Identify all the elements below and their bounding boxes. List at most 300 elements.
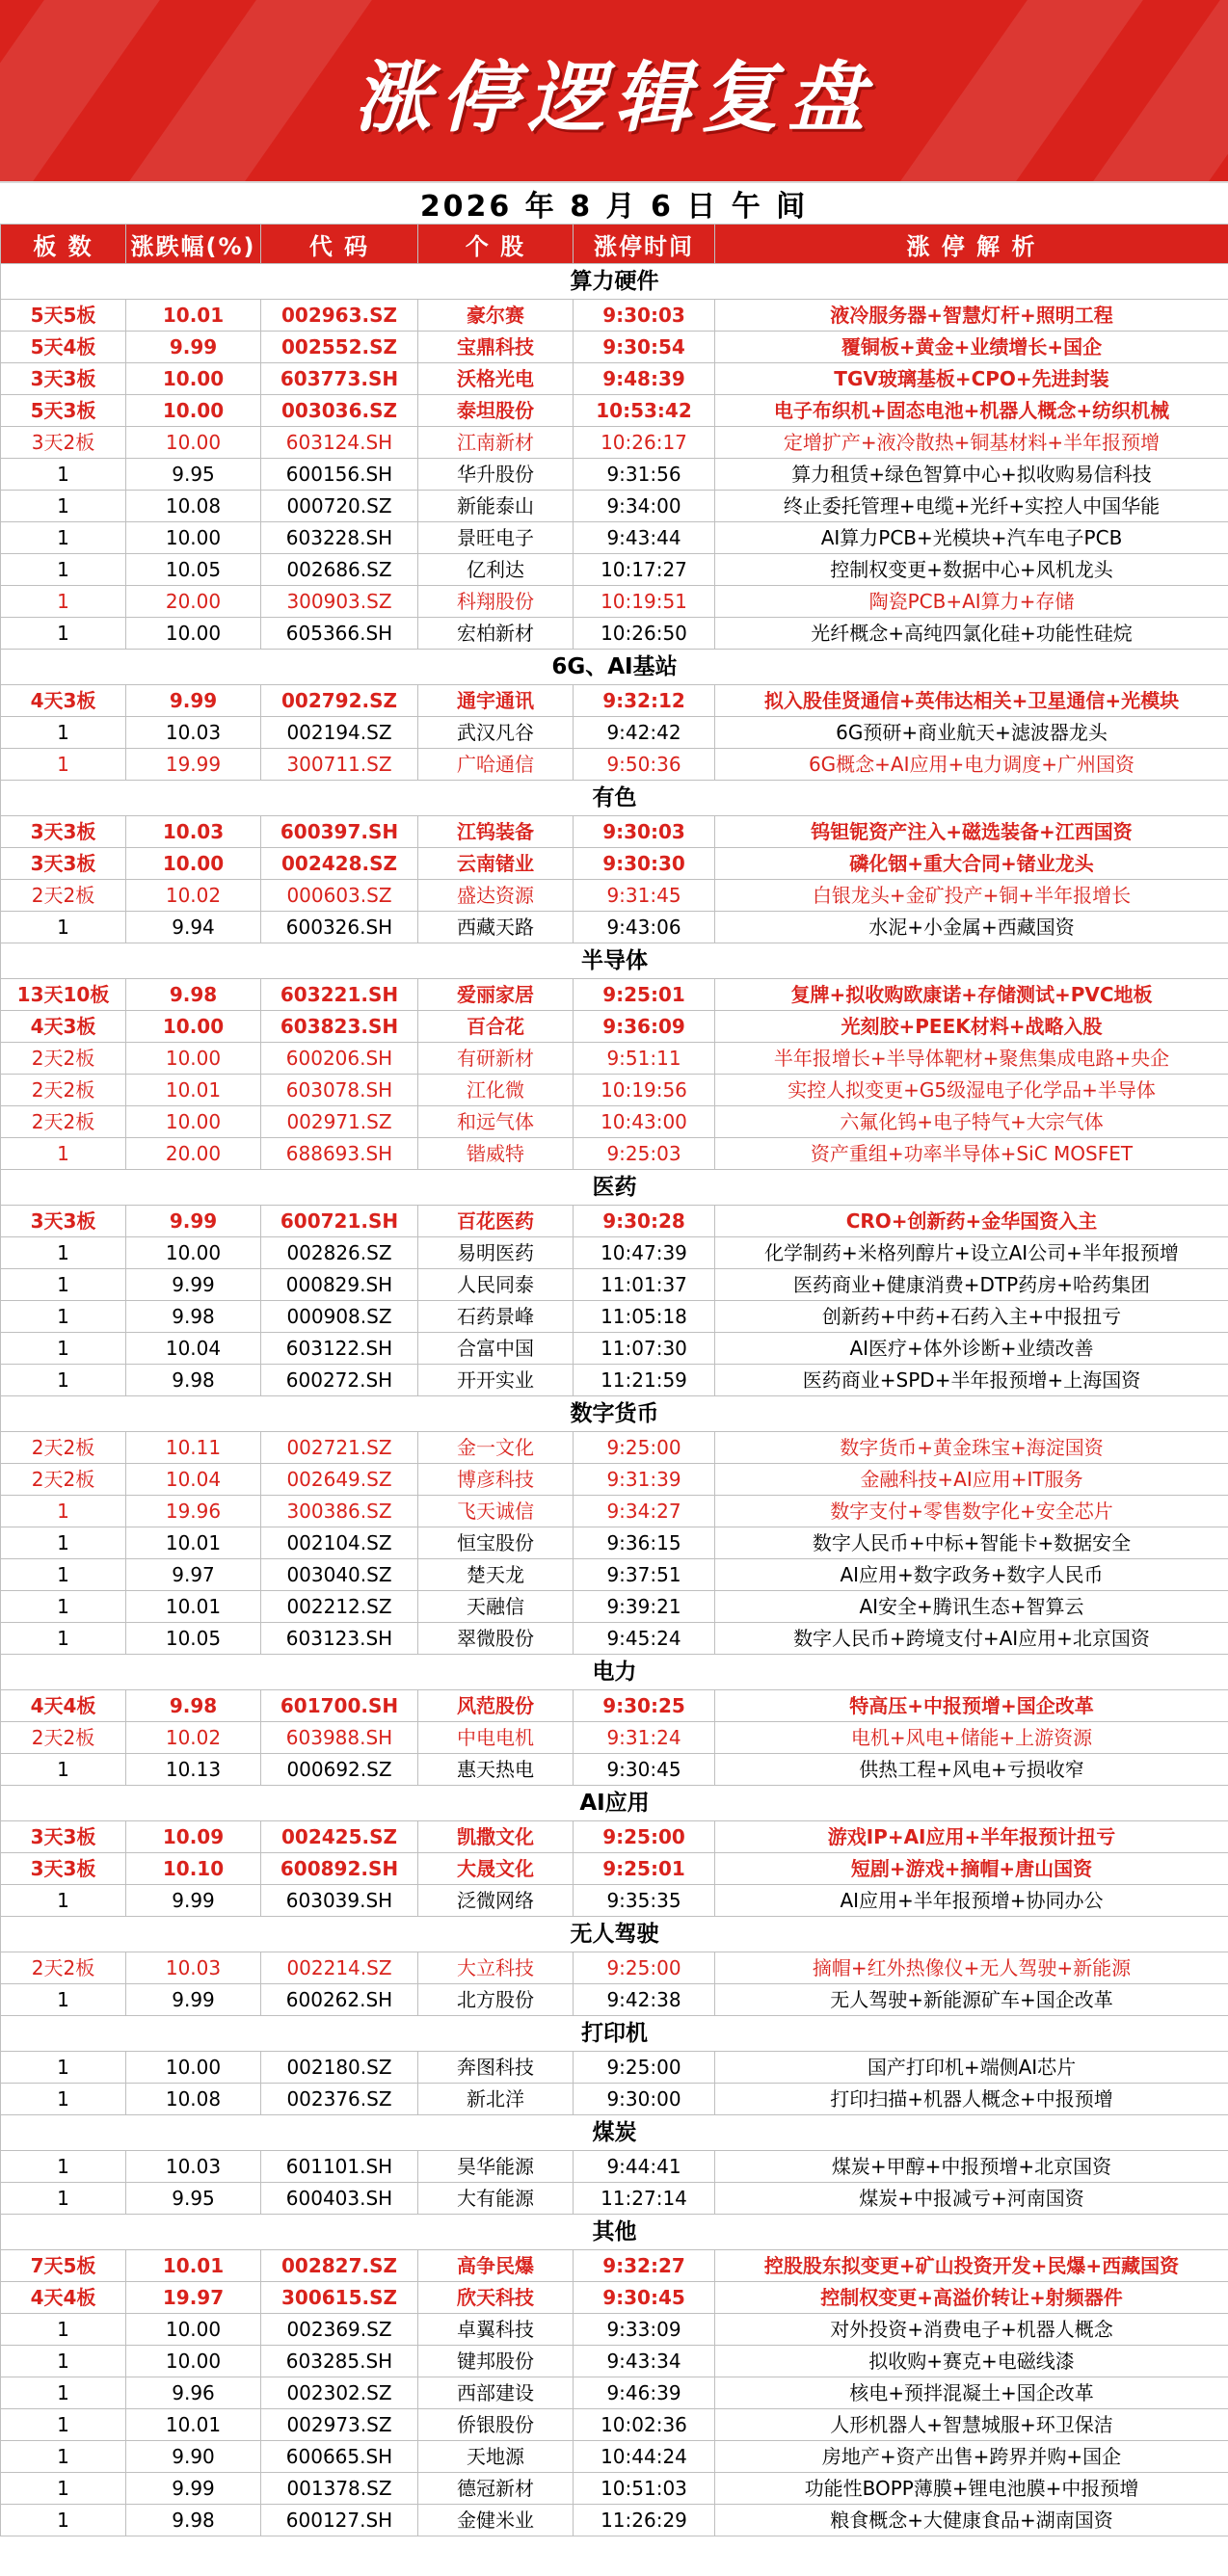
change-pct-cell: 10.00: [126, 1043, 261, 1075]
stock-name-cell: 易明医药: [418, 1237, 574, 1269]
analysis-cell: 6G概念+AI应用+电力调度+广州国资: [715, 749, 1228, 781]
change-pct-cell: 10.04: [126, 1464, 261, 1496]
stock-code-cell: 002212.SZ: [261, 1591, 418, 1623]
board-count-cell: 1: [1, 1269, 126, 1301]
analysis-cell: 数字人民币+跨境支付+AI应用+北京国资: [715, 1623, 1228, 1655]
stock-name-cell: 百花医药: [418, 1206, 574, 1237]
table-row: [1, 491, 1228, 522]
board-count-cell: 1: [1, 2052, 126, 2084]
analysis-cell: 人形机器人+智慧城服+环卫保洁: [715, 2409, 1228, 2441]
stock-name-cell: 人民同泰: [418, 1269, 574, 1301]
stock-name-cell: 武汉凡谷: [418, 717, 574, 749]
stock-name-cell: 欣天科技: [418, 2282, 574, 2314]
analysis-cell: 定增扩产+液冷散热+铜基材料+半年报预增: [715, 427, 1228, 459]
stock-code-cell: 600721.SH: [261, 1206, 418, 1237]
analysis-cell: 液冷服务器+智慧灯杆+照明工程: [715, 300, 1228, 332]
stock-code-cell: 600262.SH: [261, 1984, 418, 2016]
table-row: [1, 1206, 1228, 1237]
change-pct-cell: 10.01: [126, 2250, 261, 2282]
stock-code-cell: 000829.SH: [261, 1269, 418, 1301]
board-count-cell: 1: [1, 912, 126, 943]
limit-up-time-cell: 10:19:51: [574, 586, 715, 618]
table-row: [1, 1623, 1228, 1655]
limit-up-time-cell: 9:25:00: [574, 1952, 715, 1984]
stock-code-cell: 002180.SZ: [261, 2052, 418, 2084]
stock-code-cell: 002721.SZ: [261, 1432, 418, 1464]
change-pct-cell: 10.01: [126, 2409, 261, 2441]
table-row: [1, 1464, 1228, 1496]
analysis-cell: 6G预研+商业航天+滤波器龙头: [715, 717, 1228, 749]
board-count-cell: 2天2板: [1, 1075, 126, 1106]
limit-up-time-cell: 10:17:27: [574, 554, 715, 586]
table-row: [1, 2409, 1228, 2441]
stock-code-cell: 000908.SZ: [261, 1301, 418, 1333]
board-count-cell: 1: [1, 554, 126, 586]
stock-name-cell: 金一文化: [418, 1432, 574, 1464]
limit-up-time-cell: 9:37:51: [574, 1559, 715, 1591]
analysis-cell: 化学制药+米格列醇片+设立AI公司+半年报预增: [715, 1237, 1228, 1269]
stock-code-cell: 600326.SH: [261, 912, 418, 943]
stock-name-cell: 有研新材: [418, 1043, 574, 1075]
limit-up-time-cell: 9:30:28: [574, 1206, 715, 1237]
stock-code-cell: 600272.SH: [261, 1365, 418, 1396]
analysis-cell: AI应用+半年报预增+协同办公: [715, 1885, 1228, 1917]
section-row: [1, 1917, 1228, 1952]
change-pct-cell: 10.05: [126, 1623, 261, 1655]
limit-up-time-cell: 9:31:56: [574, 459, 715, 491]
board-count-cell: 1: [1, 1623, 126, 1655]
section-row: [1, 1396, 1228, 1432]
analysis-cell: 光纤概念+高纯四氯化硅+功能性硅烷: [715, 618, 1228, 650]
column-header-change: 涨跌幅(%): [126, 225, 261, 264]
board-count-cell: 1: [1, 491, 126, 522]
stock-name-cell: 凯撒文化: [418, 1821, 574, 1853]
analysis-cell: 控股股东拟变更+矿山投资开发+民爆+西藏国资: [715, 2250, 1228, 2282]
section-title: 无人驾驶: [1, 1917, 1228, 1952]
analysis-cell: CRO+创新药+金华国资入主: [715, 1206, 1228, 1237]
analysis-cell: 资产重组+功率半导体+SiC MOSFET: [715, 1138, 1228, 1170]
board-count-cell: 1: [1, 1754, 126, 1786]
stock-name-cell: 开开实业: [418, 1365, 574, 1396]
board-count-cell: 2天2板: [1, 1043, 126, 1075]
analysis-cell: 医药商业+SPD+半年报预增+上海国资: [715, 1365, 1228, 1396]
change-pct-cell: 10.01: [126, 1527, 261, 1559]
section-row: [1, 1655, 1228, 1690]
change-pct-cell: 10.00: [126, 363, 261, 395]
stock-code-cell: 000720.SZ: [261, 491, 418, 522]
change-pct-cell: 10.00: [126, 427, 261, 459]
table-row: [1, 1269, 1228, 1301]
analysis-cell: 对外投资+消费电子+机器人概念: [715, 2314, 1228, 2346]
board-count-cell: 2天2板: [1, 880, 126, 912]
analysis-cell: 供热工程+风电+亏损收窄: [715, 1754, 1228, 1786]
change-pct-cell: 9.99: [126, 1269, 261, 1301]
stock-code-cell: 002552.SZ: [261, 332, 418, 363]
section-row: [1, 943, 1228, 979]
stock-name-cell: 合富中国: [418, 1333, 574, 1365]
limit-up-time-cell: 11:07:30: [574, 1333, 715, 1365]
board-count-cell: 3天3板: [1, 1853, 126, 1885]
board-count-cell: 1: [1, 1984, 126, 2016]
table-row: [1, 2505, 1228, 2536]
analysis-cell: 拟收购+赛克+电磁线漆: [715, 2346, 1228, 2377]
stock-name-cell: 奔图科技: [418, 2052, 574, 2084]
limit-up-time-cell: 9:32:27: [574, 2250, 715, 2282]
table-row: [1, 1365, 1228, 1396]
analysis-cell: 国产打印机+端侧AI芯片: [715, 2052, 1228, 2084]
change-pct-cell: 10.00: [126, 1011, 261, 1043]
change-pct-cell: 10.08: [126, 491, 261, 522]
stock-code-cell: 603823.SH: [261, 1011, 418, 1043]
stock-name-cell: 卓翼科技: [418, 2314, 574, 2346]
board-count-cell: 1: [1, 2151, 126, 2183]
stock-name-cell: 金健米业: [418, 2505, 574, 2536]
change-pct-cell: 9.98: [126, 1365, 261, 1396]
section-title: 算力硬件: [1, 264, 1228, 300]
board-count-cell: 1: [1, 522, 126, 554]
change-pct-cell: 9.90: [126, 2441, 261, 2473]
limit-up-time-cell: 9:48:39: [574, 363, 715, 395]
table-row: [1, 2441, 1228, 2473]
limit-up-table: [0, 224, 1228, 2536]
stock-code-cell: 600403.SH: [261, 2183, 418, 2215]
analysis-cell: 控制权变更+数据中心+风机龙头: [715, 554, 1228, 586]
stock-name-cell: 沃格光电: [418, 363, 574, 395]
limit-up-time-cell: 9:36:15: [574, 1527, 715, 1559]
table-row: [1, 1885, 1228, 1917]
stock-code-cell: 000692.SZ: [261, 1754, 418, 1786]
change-pct-cell: 9.99: [126, 1984, 261, 2016]
analysis-cell: AI算力PCB+光模块+汽车电子PCB: [715, 522, 1228, 554]
section-title: 医药: [1, 1170, 1228, 1206]
table-row: [1, 1527, 1228, 1559]
stock-name-cell: 爱丽家居: [418, 979, 574, 1011]
board-count-cell: 1: [1, 586, 126, 618]
analysis-cell: 实控人拟变更+G5级湿电子化学品+半导体: [715, 1075, 1228, 1106]
table-row: [1, 395, 1228, 427]
change-pct-cell: 10.10: [126, 1853, 261, 1885]
table-row: [1, 1984, 1228, 2016]
stock-name-cell: 百合花: [418, 1011, 574, 1043]
board-count-cell: 4天4板: [1, 1690, 126, 1722]
board-count-cell: 1: [1, 1496, 126, 1527]
stock-code-cell: 003040.SZ: [261, 1559, 418, 1591]
stock-code-cell: 300386.SZ: [261, 1496, 418, 1527]
table-row: [1, 1690, 1228, 1722]
board-count-cell: 1: [1, 1591, 126, 1623]
table-row: [1, 1106, 1228, 1138]
limit-up-time-cell: 9:33:09: [574, 2314, 715, 2346]
section-title: 电力: [1, 1655, 1228, 1690]
table-row: [1, 848, 1228, 880]
stock-name-cell: 亿利达: [418, 554, 574, 586]
board-count-cell: 2天2板: [1, 1952, 126, 1984]
limit-up-time-cell: 9:32:12: [574, 685, 715, 717]
limit-up-time-cell: 9:31:24: [574, 1722, 715, 1754]
stock-name-cell: 高争民爆: [418, 2250, 574, 2282]
stock-name-cell: 翠微股份: [418, 1623, 574, 1655]
stock-name-cell: 江钨装备: [418, 816, 574, 848]
stock-name-cell: 景旺电子: [418, 522, 574, 554]
stock-code-cell: 002104.SZ: [261, 1527, 418, 1559]
limit-up-time-cell: 9:30:25: [574, 1690, 715, 1722]
analysis-cell: 光刻胶+PEEK材料+战略入股: [715, 1011, 1228, 1043]
table-row: [1, 749, 1228, 781]
stock-name-cell: 泛微网络: [418, 1885, 574, 1917]
analysis-cell: 水泥+小金属+西藏国资: [715, 912, 1228, 943]
stock-code-cell: 300711.SZ: [261, 749, 418, 781]
stock-code-cell: 600397.SH: [261, 816, 418, 848]
analysis-cell: 数字支付+零售数字化+安全芯片: [715, 1496, 1228, 1527]
limit-up-time-cell: 10:43:00: [574, 1106, 715, 1138]
stock-code-cell: 002194.SZ: [261, 717, 418, 749]
limit-up-time-cell: 9:25:03: [574, 1138, 715, 1170]
analysis-cell: 功能性BOPP薄膜+锂电池膜+中报预增: [715, 2473, 1228, 2505]
change-pct-cell: 19.96: [126, 1496, 261, 1527]
stock-code-cell: 601700.SH: [261, 1690, 418, 1722]
change-pct-cell: 10.04: [126, 1333, 261, 1365]
change-pct-cell: 10.03: [126, 717, 261, 749]
board-count-cell: 1: [1, 1301, 126, 1333]
analysis-cell: 复牌+拟收购欧康诺+存储测试+PVC地板: [715, 979, 1228, 1011]
board-count-cell: 4天3板: [1, 685, 126, 717]
change-pct-cell: 9.95: [126, 459, 261, 491]
board-count-cell: 1: [1, 1138, 126, 1170]
board-count-cell: 1: [1, 717, 126, 749]
change-pct-cell: 10.00: [126, 848, 261, 880]
stock-code-cell: 002425.SZ: [261, 1821, 418, 1853]
stock-code-cell: 000603.SZ: [261, 880, 418, 912]
stock-name-cell: 天融信: [418, 1591, 574, 1623]
board-count-cell: 5天5板: [1, 300, 126, 332]
analysis-cell: 创新药+中药+石药入主+中报扭亏: [715, 1301, 1228, 1333]
limit-up-time-cell: 9:30:54: [574, 332, 715, 363]
change-pct-cell: 10.00: [126, 1106, 261, 1138]
analysis-cell: AI医疗+体外诊断+业绩改善: [715, 1333, 1228, 1365]
section-title: 数字货币: [1, 1396, 1228, 1432]
change-pct-cell: 19.97: [126, 2282, 261, 2314]
table-row: [1, 1754, 1228, 1786]
stock-code-cell: 002826.SZ: [261, 1237, 418, 1269]
table-row: [1, 2183, 1228, 2215]
limit-up-time-cell: 9:42:42: [574, 717, 715, 749]
change-pct-cell: 9.98: [126, 1690, 261, 1722]
section-title: AI应用: [1, 1786, 1228, 1821]
board-count-cell: 3天3板: [1, 363, 126, 395]
stock-code-cell: 003036.SZ: [261, 395, 418, 427]
limit-up-time-cell: 9:30:00: [574, 2084, 715, 2115]
table-row: [1, 300, 1228, 332]
column-header-board: 板 数: [1, 225, 126, 264]
column-header-stock: 个 股: [418, 225, 574, 264]
stock-code-cell: 002428.SZ: [261, 848, 418, 880]
table-row: [1, 2346, 1228, 2377]
stock-name-cell: 大晟文化: [418, 1853, 574, 1885]
stock-name-cell: 锴威特: [418, 1138, 574, 1170]
limit-up-time-cell: 11:21:59: [574, 1365, 715, 1396]
change-pct-cell: 10.03: [126, 1952, 261, 1984]
section-title: 半导体: [1, 943, 1228, 979]
stock-name-cell: 江化微: [418, 1075, 574, 1106]
limit-up-time-cell: 9:46:39: [574, 2377, 715, 2409]
table-row: [1, 1043, 1228, 1075]
board-count-cell: 1: [1, 1237, 126, 1269]
table-row: [1, 332, 1228, 363]
report-date: 2026 年 8 月 6 日 午 间: [0, 181, 1228, 224]
table-row: [1, 1559, 1228, 1591]
limit-up-time-cell: 10:02:36: [574, 2409, 715, 2441]
limit-up-time-cell: 9:45:24: [574, 1623, 715, 1655]
limit-up-time-cell: 9:36:09: [574, 1011, 715, 1043]
limit-up-time-cell: 9:25:00: [574, 1821, 715, 1853]
stock-name-cell: 昊华能源: [418, 2151, 574, 2183]
table-row: [1, 1333, 1228, 1365]
table-row: [1, 2250, 1228, 2282]
limit-up-time-cell: 9:51:11: [574, 1043, 715, 1075]
stock-code-cell: 603221.SH: [261, 979, 418, 1011]
stock-code-cell: 605366.SH: [261, 618, 418, 650]
stock-code-cell: 600127.SH: [261, 2505, 418, 2536]
stock-code-cell: 002649.SZ: [261, 1464, 418, 1496]
board-count-cell: 2天2板: [1, 1722, 126, 1754]
stock-code-cell: 002214.SZ: [261, 1952, 418, 1984]
stock-name-cell: 豪尔赛: [418, 300, 574, 332]
table-row: [1, 427, 1228, 459]
limit-up-time-cell: 9:44:41: [574, 2151, 715, 2183]
stock-code-cell: 002973.SZ: [261, 2409, 418, 2441]
stock-code-cell: 603285.SH: [261, 2346, 418, 2377]
stock-code-cell: 002369.SZ: [261, 2314, 418, 2346]
table-row: [1, 2473, 1228, 2505]
table-row: [1, 1591, 1228, 1623]
stock-name-cell: 科翔股份: [418, 586, 574, 618]
change-pct-cell: 9.95: [126, 2183, 261, 2215]
change-pct-cell: 9.96: [126, 2377, 261, 2409]
change-pct-cell: 10.03: [126, 816, 261, 848]
table-row: [1, 1722, 1228, 1754]
change-pct-cell: 20.00: [126, 586, 261, 618]
table-row: [1, 685, 1228, 717]
stock-name-cell: 广哈通信: [418, 749, 574, 781]
board-count-cell: 3天3板: [1, 1821, 126, 1853]
table-row: [1, 1138, 1228, 1170]
board-count-cell: 1: [1, 2314, 126, 2346]
table-row: [1, 1301, 1228, 1333]
stock-code-cell: 603228.SH: [261, 522, 418, 554]
analysis-cell: 钨钽铌资产注入+磁选装备+江西国资: [715, 816, 1228, 848]
change-pct-cell: 10.08: [126, 2084, 261, 2115]
stock-name-cell: 飞天诚信: [418, 1496, 574, 1527]
limit-up-time-cell: 9:25:01: [574, 1853, 715, 1885]
analysis-cell: 半年报增长+半导体靶材+聚焦集成电路+央企: [715, 1043, 1228, 1075]
stock-code-cell: 600665.SH: [261, 2441, 418, 2473]
analysis-cell: 摘帽+红外热像仪+无人驾驶+新能源: [715, 1952, 1228, 1984]
change-pct-cell: 10.00: [126, 395, 261, 427]
change-pct-cell: 9.98: [126, 1301, 261, 1333]
stock-name-cell: 云南锗业: [418, 848, 574, 880]
table-row: [1, 2084, 1228, 2115]
board-count-cell: 1: [1, 459, 126, 491]
limit-up-time-cell: 9:31:45: [574, 880, 715, 912]
stock-name-cell: 石药景峰: [418, 1301, 574, 1333]
analysis-cell: 拟入股佳贤通信+英伟达相关+卫星通信+光模块: [715, 685, 1228, 717]
analysis-cell: 电子布织机+固态电池+机器人概念+纺织机械: [715, 395, 1228, 427]
stock-name-cell: 侨银股份: [418, 2409, 574, 2441]
analysis-cell: 房地产+资产出售+跨界并购+国企: [715, 2441, 1228, 2473]
stock-code-cell: 603124.SH: [261, 427, 418, 459]
analysis-cell: 煤炭+中报减亏+河南国资: [715, 2183, 1228, 2215]
board-count-cell: 2天2板: [1, 1432, 126, 1464]
change-pct-cell: 9.98: [126, 979, 261, 1011]
stock-name-cell: 宏柏新材: [418, 618, 574, 650]
table-row: [1, 880, 1228, 912]
limit-up-time-cell: 9:39:21: [574, 1591, 715, 1623]
stock-code-cell: 603123.SH: [261, 1623, 418, 1655]
section-row: [1, 1786, 1228, 1821]
stock-code-cell: 600206.SH: [261, 1043, 418, 1075]
section-row: [1, 2115, 1228, 2151]
table-row: [1, 1821, 1228, 1853]
board-count-cell: 1: [1, 618, 126, 650]
change-pct-cell: 19.99: [126, 749, 261, 781]
stock-name-cell: 中电电机: [418, 1722, 574, 1754]
change-pct-cell: 9.99: [126, 2473, 261, 2505]
table-row: [1, 2377, 1228, 2409]
stock-name-cell: 楚天龙: [418, 1559, 574, 1591]
board-count-cell: 1: [1, 2473, 126, 2505]
table-row: [1, 979, 1228, 1011]
stock-code-cell: 002792.SZ: [261, 685, 418, 717]
limit-up-time-cell: 9:30:03: [574, 816, 715, 848]
board-count-cell: 1: [1, 2409, 126, 2441]
table-row: [1, 554, 1228, 586]
section-title: 煤炭: [1, 2115, 1228, 2151]
stock-code-cell: 002686.SZ: [261, 554, 418, 586]
section-row: [1, 650, 1228, 685]
change-pct-cell: 10.03: [126, 2151, 261, 2183]
table-row: [1, 1432, 1228, 1464]
analysis-cell: TGV玻璃基板+CPO+先进封装: [715, 363, 1228, 395]
stock-name-cell: 西部建设: [418, 2377, 574, 2409]
table-row: [1, 2314, 1228, 2346]
section-title: 6G、AI基站: [1, 650, 1228, 685]
table-row: [1, 2282, 1228, 2314]
analysis-cell: 终止委托管理+电缆+光纤+实控人中国华能: [715, 491, 1228, 522]
page-title: 涨停逻辑复盘: [354, 52, 874, 143]
stock-name-cell: 泰坦股份: [418, 395, 574, 427]
table-row: [1, 1237, 1228, 1269]
table-row: [1, 618, 1228, 650]
column-header-time: 涨停时间: [574, 225, 715, 264]
board-count-cell: 5天4板: [1, 332, 126, 363]
analysis-cell: 核电+预拌混凝土+国企改革: [715, 2377, 1228, 2409]
stock-name-cell: 天地源: [418, 2441, 574, 2473]
analysis-cell: 数字人民币+中标+智能卡+数据安全: [715, 1527, 1228, 1559]
board-count-cell: 7天5板: [1, 2250, 126, 2282]
stock-code-cell: 002376.SZ: [261, 2084, 418, 2115]
limit-up-time-cell: 9:30:45: [574, 2282, 715, 2314]
analysis-cell: 数字货币+黄金珠宝+海淀国资: [715, 1432, 1228, 1464]
table-row: [1, 586, 1228, 618]
stock-code-cell: 300615.SZ: [261, 2282, 418, 2314]
limit-up-time-cell: 10:26:17: [574, 427, 715, 459]
stock-name-cell: 北方股份: [418, 1984, 574, 2016]
stock-code-cell: 601101.SH: [261, 2151, 418, 2183]
board-count-cell: 1: [1, 1885, 126, 1917]
limit-up-time-cell: 9:50:36: [574, 749, 715, 781]
change-pct-cell: 9.99: [126, 685, 261, 717]
change-pct-cell: 10.00: [126, 2346, 261, 2377]
